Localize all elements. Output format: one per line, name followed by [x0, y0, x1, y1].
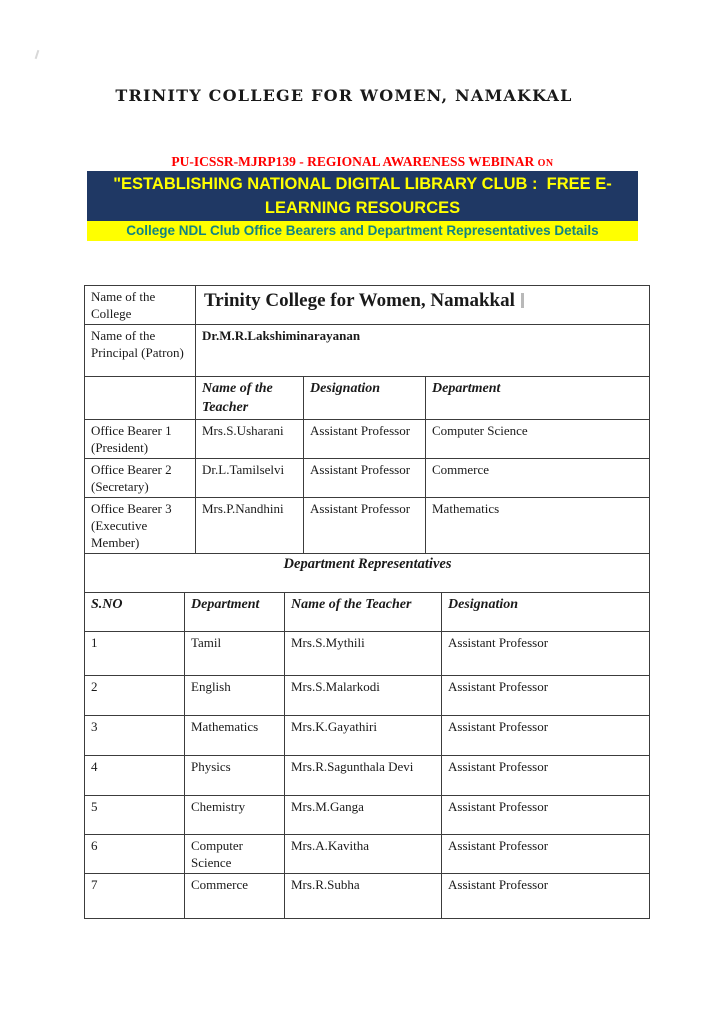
- college-name-text: Trinity College for Women, Namakkal: [204, 290, 515, 311]
- dept-rep-department: Mathematics: [185, 716, 285, 756]
- dept-reps-table: [84, 592, 650, 919]
- dept-rep-sno: 6: [85, 835, 185, 874]
- webinar-kicker-suffix: ON: [537, 158, 554, 169]
- dept-rep-department: Chemistry: [185, 796, 285, 835]
- dept-rep-designation: Assistant Professor: [442, 756, 650, 796]
- dept-rep-row: [85, 716, 650, 756]
- office-bearer-teacher: Mrs.S.Usharani: [196, 420, 304, 459]
- col-header-designation: Designation: [442, 593, 650, 632]
- dept-rep-designation: Assistant Professor: [442, 716, 650, 756]
- office-bearer-department: Commerce: [426, 459, 650, 498]
- dept-rep-department: English: [185, 676, 285, 716]
- office-bearer-designation: Assistant Professor: [304, 420, 426, 459]
- office-bearers-table: [84, 285, 650, 593]
- col-header-designation: Designation: [304, 377, 426, 420]
- dept-rep-row: [85, 676, 650, 716]
- dept-rep-designation: Assistant Professor: [442, 835, 650, 874]
- dept-rep-department: Commerce: [185, 874, 285, 919]
- principal-row: [85, 325, 650, 377]
- principal-label: Name of the Principal (Patron): [85, 325, 196, 377]
- dept-rep-row: [85, 632, 650, 676]
- office-bearer-designation: Assistant Professor: [304, 498, 426, 554]
- office-bearer-header-row: [85, 377, 650, 420]
- dept-rep-teacher: Mrs.M.Ganga: [285, 796, 442, 835]
- dept-rep-sno: 7: [85, 874, 185, 919]
- dept-rep-teacher: Mrs.K.Gayathiri: [285, 716, 442, 756]
- col-header-teacher: Name of the Teacher: [196, 377, 304, 420]
- webinar-kicker-main: PU-ICSSR-MJRP139 - REGIONAL AWARENESS WEBINAR: [171, 154, 538, 169]
- office-bearer-role: Office Bearer 2 (Secretary): [85, 459, 196, 498]
- dept-rep-designation: Assistant Professor: [442, 676, 650, 716]
- office-bearer-row: [85, 498, 650, 554]
- dept-rep-designation: Assistant Professor: [442, 632, 650, 676]
- office-bearer-role: Office Bearer 1 (President): [85, 420, 196, 459]
- section-title-row: [85, 554, 650, 593]
- office-bearer-row: [85, 459, 650, 498]
- principal-value: Dr.M.R.Lakshiminarayanan: [196, 325, 650, 377]
- dept-rep-department: Physics: [185, 756, 285, 796]
- dept-rep-sno: 4: [85, 756, 185, 796]
- page-title: TRINITY COLLEGE FOR WOMEN, NAMAKKAL: [115, 86, 573, 105]
- office-bearer-department: Mathematics: [426, 498, 650, 554]
- office-bearer-designation: Assistant Professor: [304, 459, 426, 498]
- dept-rep-row: [85, 796, 650, 835]
- college-name-label: Name of the College: [85, 286, 196, 325]
- office-bearer-teacher: Mrs.P.Nandhini: [196, 498, 304, 554]
- empty-header-cell: [85, 377, 196, 420]
- dept-rep-teacher: Mrs.R.Sagunthala Devi: [285, 756, 442, 796]
- dept-rep-designation: Assistant Professor: [442, 874, 650, 919]
- dept-rep-teacher: Mrs.S.Mythili: [285, 632, 442, 676]
- webinar-kicker: [87, 154, 638, 170]
- dept-rep-department: Tamil: [185, 632, 285, 676]
- office-bearer-department: Computer Science: [426, 420, 650, 459]
- dept-rep-sno: 1: [85, 632, 185, 676]
- dept-rep-row: [85, 756, 650, 796]
- office-bearer-role: Office Bearer 3 (Executive Member): [85, 498, 196, 554]
- webinar-title-line2: LEARNING RESOURCES: [264, 199, 461, 217]
- col-header-department: Department: [426, 377, 650, 420]
- college-name-value: [196, 286, 650, 325]
- text-cursor-artifact: [521, 293, 524, 308]
- dept-rep-teacher: Mrs.R.Subha: [285, 874, 442, 919]
- webinar-title-line1: "ESTABLISHING NATIONAL DIGITAL LIBRARY CLUB : FREE E-: [113, 175, 612, 193]
- office-bearer-teacher: Dr.L.Tamilselvi: [196, 459, 304, 498]
- col-header-department: Department: [185, 593, 285, 632]
- details-sub-banner: College NDL Club Office Bearers and Department Representatives Details: [87, 221, 638, 241]
- stray-pen-mark: [35, 50, 40, 59]
- dept-reps-header-row: [85, 593, 650, 632]
- dept-rep-teacher: Mrs.A.Kavitha: [285, 835, 442, 874]
- dept-rep-row: [85, 835, 650, 874]
- dept-rep-sno: 5: [85, 796, 185, 835]
- dept-rep-sno: 3: [85, 716, 185, 756]
- dept-reps-section-title: Department Representatives: [85, 554, 650, 593]
- details-table-area: [84, 285, 651, 919]
- dept-rep-department: Computer Science: [185, 835, 285, 874]
- col-header-sno: S.NO: [85, 593, 185, 632]
- college-name-row: [85, 286, 650, 325]
- dept-rep-sno: 2: [85, 676, 185, 716]
- office-bearer-row: [85, 420, 650, 459]
- dept-rep-row: [85, 874, 650, 919]
- dept-rep-designation: Assistant Professor: [442, 796, 650, 835]
- col-header-teacher: Name of the Teacher: [285, 593, 442, 632]
- dept-rep-teacher: Mrs.S.Malarkodi: [285, 676, 442, 716]
- webinar-title-banner: [87, 171, 638, 221]
